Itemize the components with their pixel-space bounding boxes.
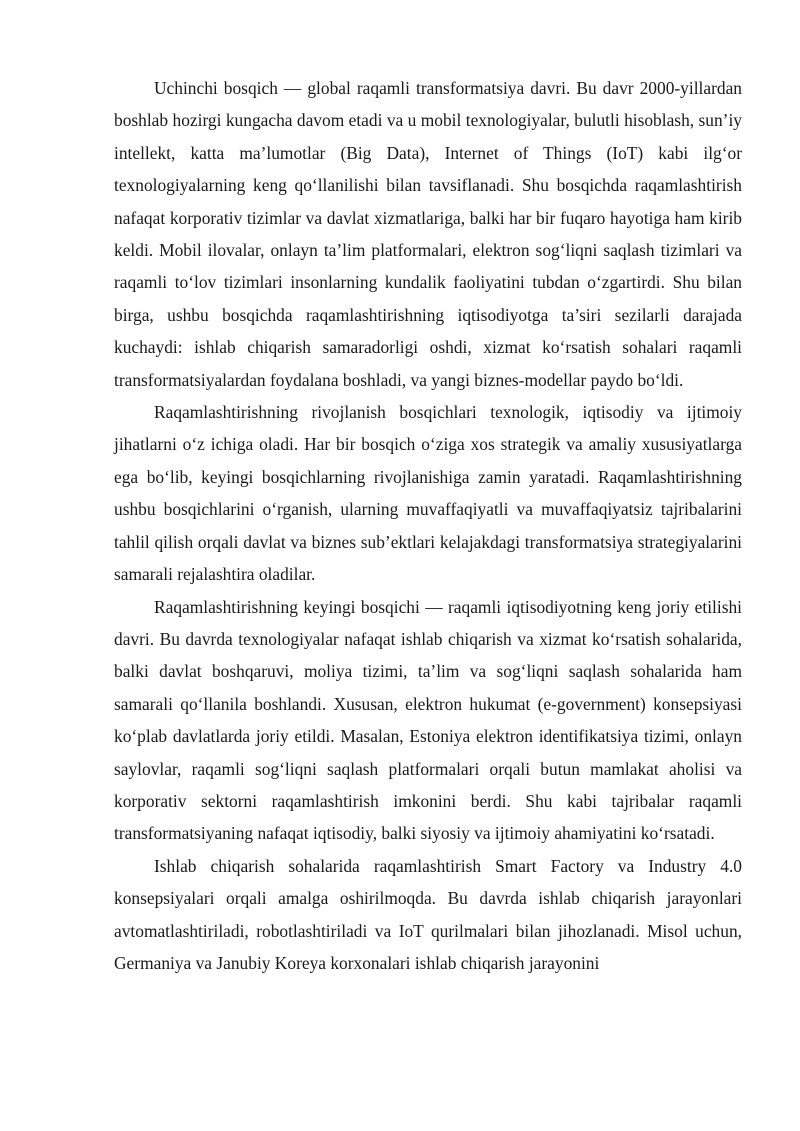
paragraph-smart-factory: Ishlab chiqarish sohalarida raqamlashtirish Smart Factory va Industry 4.0 konsepsiyalari orqali amalga oshirilmoqda. Bu davrda ishlab chiqarish jarayonlari avtomatlashtiriladi, robotlashtiriladi va IoT qurilmalari bilan jihozlanadi. Misol uchun, Germaniya va Janubiy Koreya korxonalari ishlab chiqarish jarayonini	[114, 855, 742, 973]
document-page	[114, 72, 742, 979]
paragraph-digital-economy: Raqamlashtirishning keyingi bosqichi — raqamli iqtisodiyotning keng joriy etilishi davri. Bu davrda texnologiyalar nafaqat ishlab chiqarish va xizmat ko‘rsatish sohalarida, balki davlat boshqaruvi, moliya tizimi, ta’lim va sog‘liqni saqlash sohalarida ham samarali qo‘llanila boshlandi. Xususan, elektron hukumat (e-government) konsepsiyasi ko‘plab davlatlarda joriy etildi. Masalan, Estoniya elektron identifikatsiya tizimi, onlayn saylovlar, raqamli sog‘liqni saqlash platformalari orqali butun mamlakat aholisi va korporativ sektorni raqamlashtirish imkonini berdi. Shu kabi tajribalar raqamli transformatsiyaning nafaqat iqtisodiy, balki siyosiy va ijtimoiy ahamiyatini ko‘rsatadi.	[114, 596, 742, 844]
paragraph-third-stage: Uchinchi bosqich — global raqamli transformatsiya davri. Bu davr 2000-yillardan boshlab hozirgi kungacha davom etadi va u mobil texnologiyalar, bulutli hisoblash, sun’iy intellekt, katta ma’lumotlar (Big Data), Internet of Things (IoT) kabi ilg‘or texnologiyalarning keng qo‘llanilishi bilan tavsiflanadi. Shu bosqichda raqamlashtirish nafaqat korporativ tizimlar va davlat xizmatlariga, balki har bir fuqaro hayotiga ham kirib keldi. Mobil ilovalar, onlayn ta’lim platformalari, elektron sog‘liqni saqlash tizimlari va raqamli to‘lov tizimlari insonlarning kundalik faoliyatini tubdan o‘zgartirdi. Shu bilan birga, ushbu bosqichda raqamlashtirishning iqtisodiyotga ta’siri sezilarli darajada kuchaydi: ishlab chiqarish samaradorligi oshdi, xizmat ko‘rsatish sohalari raqamli transformatsiyalardan foydalana boshladi, va yangi biznes-modellar paydo bo‘ldi.	[114, 78, 742, 390]
paragraph-development-stages: Raqamlashtirishning rivojlanish bosqichlari texnologik, iqtisodiy va ijtimoiy jihatlarni o‘z ichiga oladi. Har bir bosqich o‘ziga xos strategik va amaliy xususiyatlarga ega bo‘lib, keyingi bosqichlarning rivojlanishiga zamin yaratadi. Raqamlashtirishning ushbu bosqichlarini o‘rganish, ularning muvaffaqiyatli va muvaffaqiyatsiz tajribalarini tahlil qilish orqali davlat va biznes sub’ektlari kelajakdagi transformatsiya strategiyalarini samarali rejalashtira oladilar.	[114, 402, 742, 585]
